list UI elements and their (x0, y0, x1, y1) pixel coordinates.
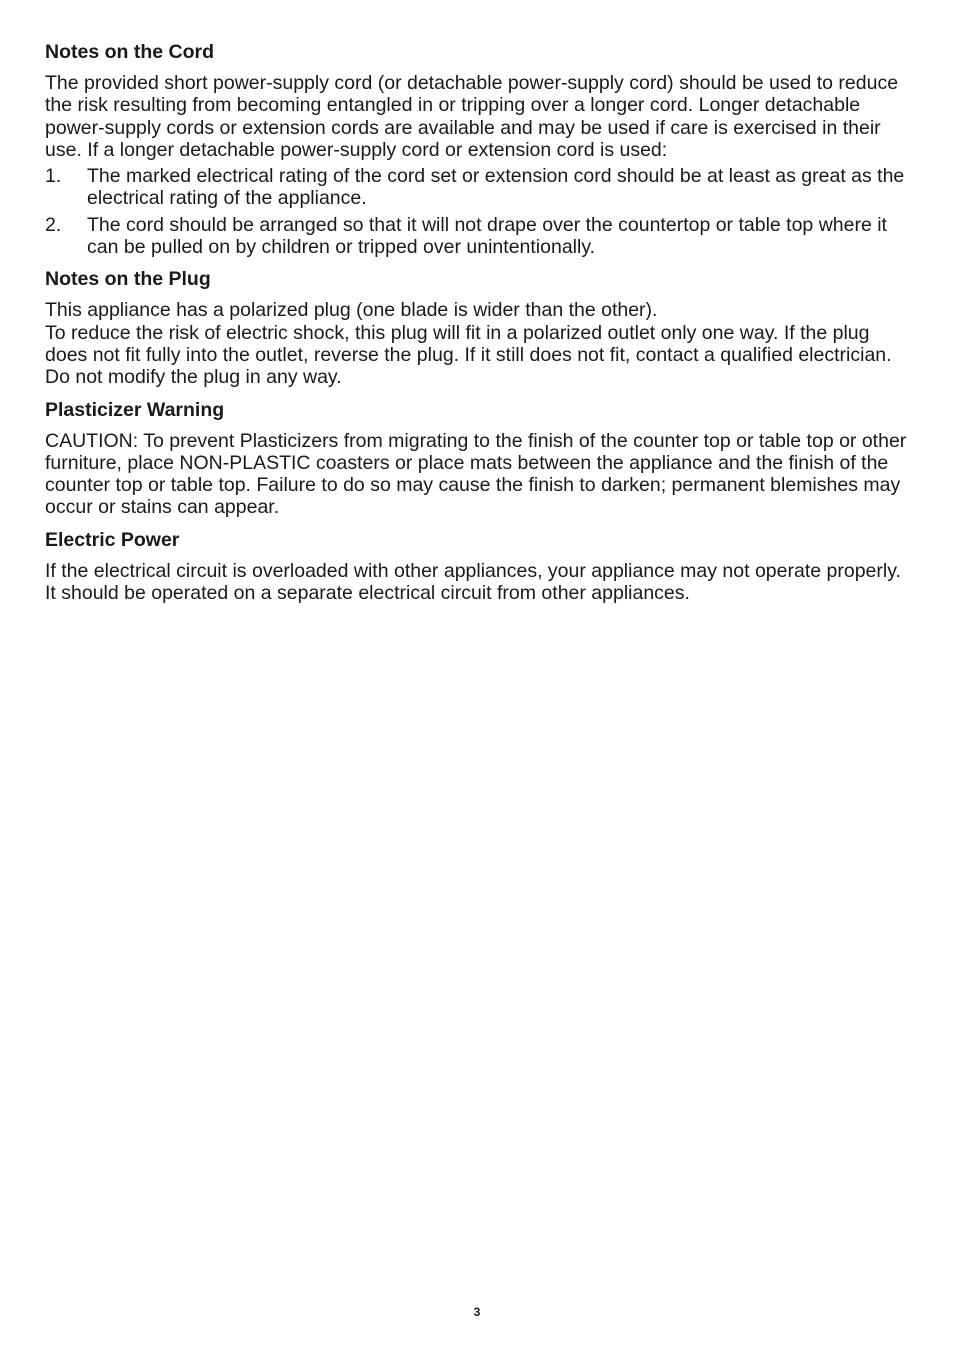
section-paragraph: The provided short power-supply cord (or detachable power-supply cord) should be used to reduce the risk resulting from becoming entangled in or tripping over a longer cord. Longer detachable power-supply cords or extension cords are available and may be used if care is exercised in their use. If a longer detachable power-supply cord or extension cord is used: (45, 72, 899, 161)
list-text: The marked electrical rating of the cord set or extension cord should be at least as great as the electrical rating of the appliance. (87, 165, 905, 210)
section-cord (45, 40, 911, 258)
page-number: 3 (473, 1305, 481, 1319)
section-heading: Electric Power (45, 528, 180, 551)
list-text: The cord should be arranged so that it will not drape over the countertop or table top where it can be pulled on by children or tripped over unintentionally. (87, 213, 887, 259)
section-paragraph: If the electrical circuit is overloaded with other appliances, your appliance may not operate properly. It should be operated on a separate electrical circuit from other appliances. (45, 559, 901, 605)
document-page (45, 40, 911, 613)
section-heading: Notes on the Cord (45, 41, 214, 63)
section-heading: Plasticizer Warning (45, 398, 225, 421)
list-item (45, 165, 911, 210)
section-plug (45, 267, 911, 388)
section-plasticizer (45, 398, 911, 519)
section-electric-power (45, 528, 911, 605)
numbered-list (45, 165, 911, 258)
section-paragraph: To reduce the risk of electric shock, this plug will fit in a polarized outlet only one way. If the plug does not fit fully into the outlet, reverse the plug. If it still does not fit, contact a qualified electrician. Do not modify the plug in any way. (45, 321, 892, 389)
section-paragraph: This appliance has a polarized plug (one blade is wider than the other). (45, 299, 658, 322)
section-heading: Notes on the Plug (45, 268, 211, 291)
list-number: 1. (45, 165, 62, 188)
list-number: 2. (45, 213, 62, 236)
list-item (45, 214, 911, 259)
section-paragraph: CAUTION: To prevent Plasticizers from migrating to the finish of the counter top or table top or other furniture, place NON-PLASTIC coasters or place mats between the appliance and the finish of the counter top or table top. Failure to do so may cause the finish to darken; permanent blemishes may occur or stains can appear. (45, 429, 907, 519)
